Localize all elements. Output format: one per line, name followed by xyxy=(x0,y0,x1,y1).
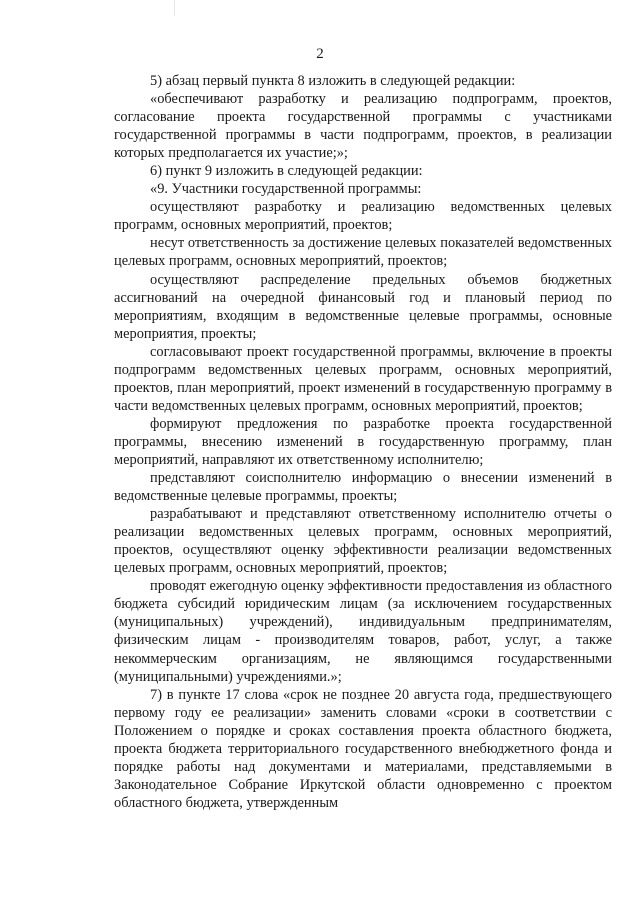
paragraph-clause-9-proposals: формируют предложения по разработке проекта государственной программы, внесению изменений в государственную программу, план мероприятий, направляют их ответственному исполнителю; xyxy=(114,415,612,468)
paragraph-item-7: 7) в пункте 17 слова «срок не позднее 20 августа года, предшествующего первому году ее реализации» заменить словами «сроки в соответствии с Положением о порядке и сроках составления проекта областного бюджета, проекта бюджета территориального государственного внебюджетного фонда и порядке работы над документами и материалами, представляемыми в Законодательное Собрание Иркутской области одновременно с проектом областного бюджета, утвержденным xyxy=(114,686,612,811)
document-body xyxy=(114,72,612,812)
page-number: 2 xyxy=(316,46,324,62)
paragraph-clause-9-reports: разрабатывают и представляют ответственному исполнителю отчеты о реализации ведомственных целевых программ, основных мероприятий, проектов, осуществляют оценку эффективности реализации ведомственных целевых программ, основных мероприятий, проектов; xyxy=(114,506,612,577)
paragraph-clause-8-text: «обеспечивают разработку и реализацию подпрограмм, проектов, согласование проекта государственной программы с участниками государственной программы в части подпрограмм, проектов, в реализации которых предполагается их участие;»; xyxy=(114,91,612,162)
paragraph-item-5: 5) абзац первый пункта 8 изложить в следующей редакции: xyxy=(150,73,516,89)
paragraph-item-6: 6) пункт 9 изложить в следующей редакции: xyxy=(150,163,423,180)
paragraph-clause-9-approval: согласовывают проект государственной программы, включение в проекты подпрограмм ведомственных целевых программ, основных мероприятий, проектов, план мероприятий, проект изменений в государственную программу в части ведомственных целевых программ, основных мероприятий, проектов; xyxy=(114,343,612,414)
paragraph-clause-9-develop: осуществляют разработку и реализацию ведомственных целевых программ, основных мероприятий, проектов; xyxy=(114,199,612,234)
paragraph-clause-9-distribution: осуществляют распределение предельных объемов бюджетных ассигнований на очередной финансовый год и плановый период по мероприятиям, входящим в ведомственные целевые программы, основные мероприятия, проекты; xyxy=(114,271,612,342)
paragraph-clause-9-assessment: проводят ежегодную оценку эффективности предоставления из областного бюджета субсидий юридическим лицам (за исключением государственных (муниципальных) учреждений), индивидуальным предпринимателям, физическим лицам - производителям товаров, работ, услуг, а также некоммерческим организациям, не являющимся государственными (муниципальными) учреждениями.»; xyxy=(114,578,612,685)
paragraph-clause-9-heading: «9. Участники государственной программы: xyxy=(150,181,422,198)
paragraph-clause-9-information: представляют соисполнителю информацию о внесении изменений в ведомственные целевые программы, проекты; xyxy=(114,470,612,505)
paragraph-clause-9-responsibility: несут ответственность за достижение целевых показателей ведомственных целевых программ, основных мероприятий, проектов; xyxy=(114,235,612,270)
scan-mark xyxy=(174,0,175,16)
